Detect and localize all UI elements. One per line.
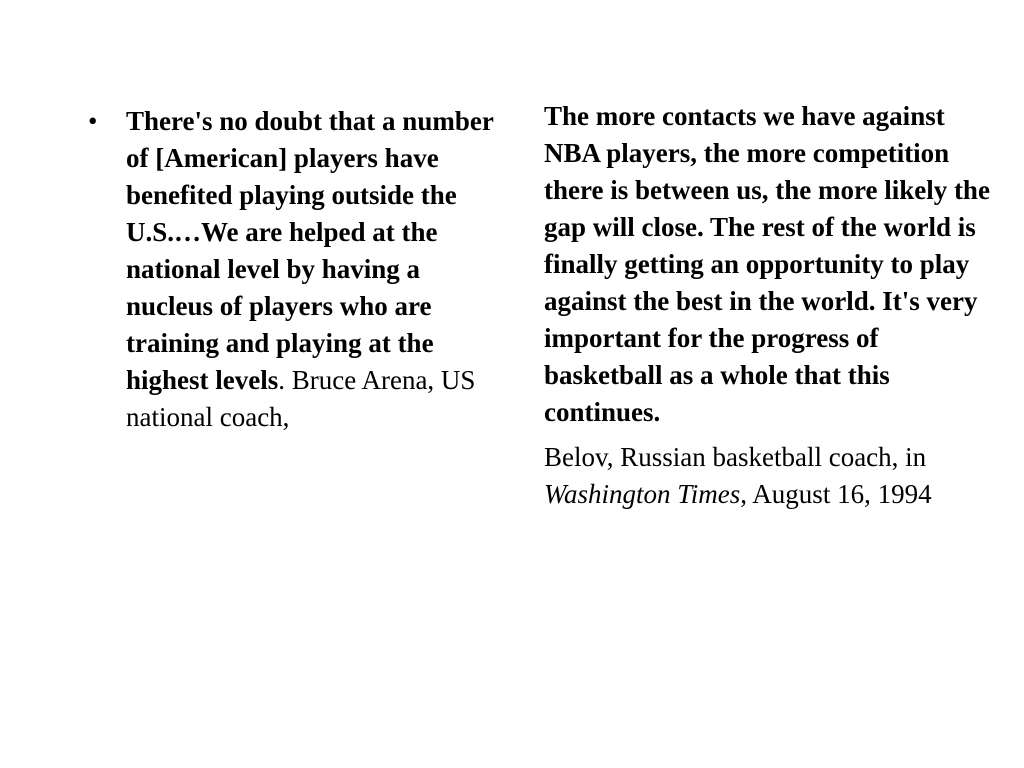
left-quote-attribution: Bruce Arena, US national coach, <box>126 365 476 432</box>
right-quote-attribution <box>544 439 994 513</box>
bullet-marker: • <box>88 106 98 136</box>
left-quote-period: . <box>278 365 285 395</box>
attribution-suffix: , August 16, 1994 <box>740 479 932 509</box>
attribution-prefix: Belov, Russian basketball coach, in <box>544 442 927 472</box>
left-quote-block <box>88 103 498 436</box>
left-quote-text: There's no doubt that a number of [American] players have benefited playing outside the U.S.…We are helped at the national level by having a nucleus of players who are training and playing at the highest levels <box>126 106 494 395</box>
right-quote-text: The more contacts we have against NBA players, the more competition there is between us, the more likely the gap will close. The rest of the world is finally getting an opportunity to play against the best in the world. It's very important for the progress of basketball as a whole that this continues. <box>544 101 990 427</box>
right-quote-block <box>544 98 994 513</box>
attribution-source: Washington Times <box>544 479 741 509</box>
